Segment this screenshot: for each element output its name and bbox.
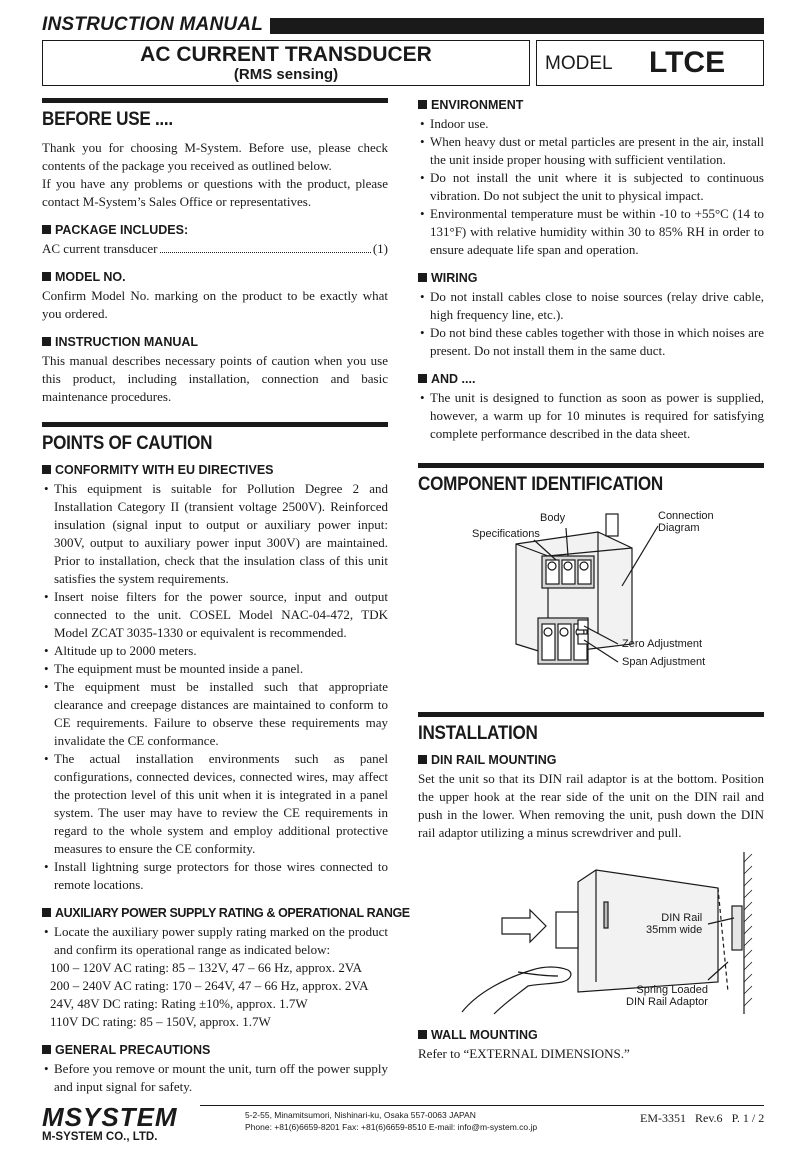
list-item: • The equipment must be installed such that appropriate clearance and creepage distances are maintained to conform to CE requirements. Failure to observe these requirements may invalidate the CE conformance. — [44, 679, 388, 748]
points-of-caution-title: POINTS OF CAUTION — [42, 433, 213, 454]
din-heading: DIN RAIL MOUNTING — [418, 753, 764, 767]
rating-line: 100 – 120V AC rating: 85 – 132V, 47 – 66 Hz, approx. 2VA — [50, 960, 362, 975]
footer-doc-info — [640, 1111, 764, 1126]
span-adjustment-label: Span Adjustment — [622, 656, 706, 668]
connection-diagram-label: Connection Diagram — [658, 510, 714, 534]
list-item: • Before you remove or mount the unit, turn off the power supply and input signal for safety. — [44, 1061, 388, 1094]
spring-adaptor-label: Spring Loaded DIN Rail Adaptor — [626, 984, 708, 1008]
page-number: P. 1 / 2 — [731, 1111, 765, 1125]
din-text: Set the unit so that its DIN rail adaptor is at the bottom. Position the upper hook at the rear side of the unit on the DIN rail and push in the lower. When removing the unit, push down the DIN rail adaptor utilizing a minus screwdriver and pull. — [418, 771, 764, 840]
list-item: • The unit is designed to function as soon as power is supplied, however, a warm up for 10 minutes is required for satisfying complete performance described in the data sheet. — [420, 390, 764, 441]
eu-list — [42, 480, 388, 894]
left-column — [42, 98, 410, 1096]
and-heading: AND .... — [418, 372, 764, 386]
list-item: • Environmental temperature must be within -10 to +55°C (14 to 131°F) with relative humidity within 30 to 85% RH in order to ensure adequate life span and operation. — [420, 206, 764, 257]
model-label: MODEL — [545, 53, 613, 74]
package-item-row — [42, 240, 388, 258]
list-item: • Do not install cables close to noise sources (relay drive cable, high frequency line, etc.). — [420, 289, 764, 322]
footer-rule — [200, 1105, 764, 1106]
section-rule — [42, 422, 388, 427]
list-item: • Do not install the unit where it is subjected to continuous vibration. Do not subject the unit to physical impact. — [420, 170, 764, 203]
rating-line: 24V, 48V DC rating: Rating ±10%, approx. 1.7W — [50, 996, 308, 1011]
model-no-heading: MODEL NO. — [42, 270, 388, 284]
wall-heading: WALL MOUNTING — [418, 1028, 764, 1042]
before-use-title: BEFORE USE .... — [42, 109, 173, 130]
company-name: M-SYSTEM CO., LTD. — [42, 1131, 158, 1143]
doc-number: EM-3351 — [640, 1111, 686, 1125]
rating-line: 110V DC rating: 85 – 150V, approx. 1.7W — [50, 1014, 271, 1029]
eu-heading: CONFORMITY WITH EU DIRECTIVES — [42, 463, 388, 477]
list-item: • Insert noise filters for the power source, input and output connected to the unit. COSEL Model NAC-04-472, TDK Model ZCAT 3035-1330 or equivalent is recommended. — [44, 589, 388, 640]
din-rail-label: DIN Rail 35mm wide — [646, 912, 703, 936]
product-title: AC CURRENT TRANSDUCER — [140, 43, 432, 66]
section-rule — [42, 98, 388, 103]
model-no-text: Confirm Model No. marking on the product to be exactly what you ordered. — [42, 288, 388, 321]
list-item: • Altitude up to 2000 meters. — [44, 643, 197, 658]
component-identification-title: COMPONENT IDENTIFICATION — [418, 474, 663, 495]
din-mounting-illustration — [418, 842, 764, 1022]
environment-list — [418, 115, 764, 259]
transducer-illustration — [418, 504, 764, 704]
din-rail-diagram — [418, 842, 764, 1022]
wall-text: Refer to “EXTERNAL DIMENSIONS.” — [418, 1046, 630, 1061]
aux-list — [42, 923, 388, 959]
right-column — [418, 98, 764, 1063]
and-list — [418, 389, 764, 443]
list-item: • The equipment must be mounted inside a panel. — [44, 661, 304, 676]
model-value: LTCE — [649, 46, 726, 79]
revision: Rev.6 — [695, 1111, 723, 1125]
aux-heading: AUXILIARY POWER SUPPLY RATING & OPERATIONAL RANGE — [42, 906, 388, 920]
package-qty: (1) — [372, 241, 388, 256]
wiring-heading: WIRING — [418, 271, 764, 285]
wiring-list — [418, 288, 764, 360]
package-item: AC current transducer — [42, 241, 158, 256]
header-bar — [270, 18, 764, 34]
footer-address: 5-2-55, Minamitsumori, Nishinari-ku, Osaka 557-0063 JAPAN Phone: +81(6)6659-8201 Fax: +81(6)6659-8510 E-mail: info@m-system.co.jp — [245, 1110, 538, 1132]
environment-heading: ENVIRONMENT — [418, 98, 764, 112]
section-rule — [418, 463, 764, 468]
specifications-label: Specifications — [472, 528, 540, 540]
list-item: • Install lightning surge protectors for those wires connected to remote locations. — [44, 859, 388, 892]
zero-adjustment-label: Zero Adjustment — [622, 638, 703, 650]
manual-heading: INSTRUCTION MANUAL — [42, 335, 388, 349]
manual-text: This manual describes necessary points of caution when you use this product, including installation, connection and basic maintenance procedures. — [42, 353, 388, 404]
ratings-list — [42, 959, 388, 1031]
body-label: Body — [540, 512, 566, 524]
rating-line: 200 – 240V AC rating: 170 – 264V, 47 – 66 Hz, approx. 2VA — [50, 978, 369, 993]
list-item: • This equipment is suitable for Pollution Degree 2 and Installation Category II (transient voltage 2500V). Reinforced insulation (signal input to output or auxiliary power input: 300V, output to auxiliary power input 300V) are maintained. Prior to installation, check that the insulation class of this unit satisfies the system requirements. — [44, 481, 388, 586]
general-heading: GENERAL PRECAUTIONS — [42, 1043, 388, 1057]
component-diagram — [418, 504, 764, 704]
list-item: • Indoor use. — [420, 116, 489, 131]
list-item: • The actual installation environments such as panel configurations, connected devices, connected wires, may affect the protection level of this unit when it is integrated in a panel system. The user may have to review the CE requirements in regard to the whole system and employ additional protective measures to ensure the CE conformity. — [44, 751, 388, 856]
list-item: • When heavy dust or metal particles are present in the air, install the unit inside proper housing with sufficient ventilation. — [420, 134, 764, 167]
list-item: • Do not bind these cables together with those in which noises are present. Do not install them in the same duct. — [420, 325, 764, 358]
list-item: • Locate the auxiliary power supply rating marked on the product and confirm its operational range as indicated below: — [44, 924, 388, 957]
before-use-intro2: If you have any problems or questions with the product, please contact M-System’s Sales Office or representatives. — [42, 176, 388, 209]
package-heading: PACKAGE INCLUDES: — [42, 223, 388, 237]
installation-title: INSTALLATION — [418, 723, 538, 744]
before-use-intro: Thank you for choosing M-System. Before use, please check contents of the package you received as outlined below. — [42, 140, 388, 173]
general-list — [42, 1060, 388, 1096]
model-box — [536, 40, 764, 86]
leader-dots — [160, 240, 371, 253]
product-subtitle: (RMS sensing) — [233, 66, 339, 83]
section-rule — [418, 712, 764, 717]
title-box — [42, 40, 530, 86]
manual-label: INSTRUCTION MANUAL — [42, 14, 264, 35]
msystem-logo: MSYSTEM — [42, 1102, 178, 1132]
